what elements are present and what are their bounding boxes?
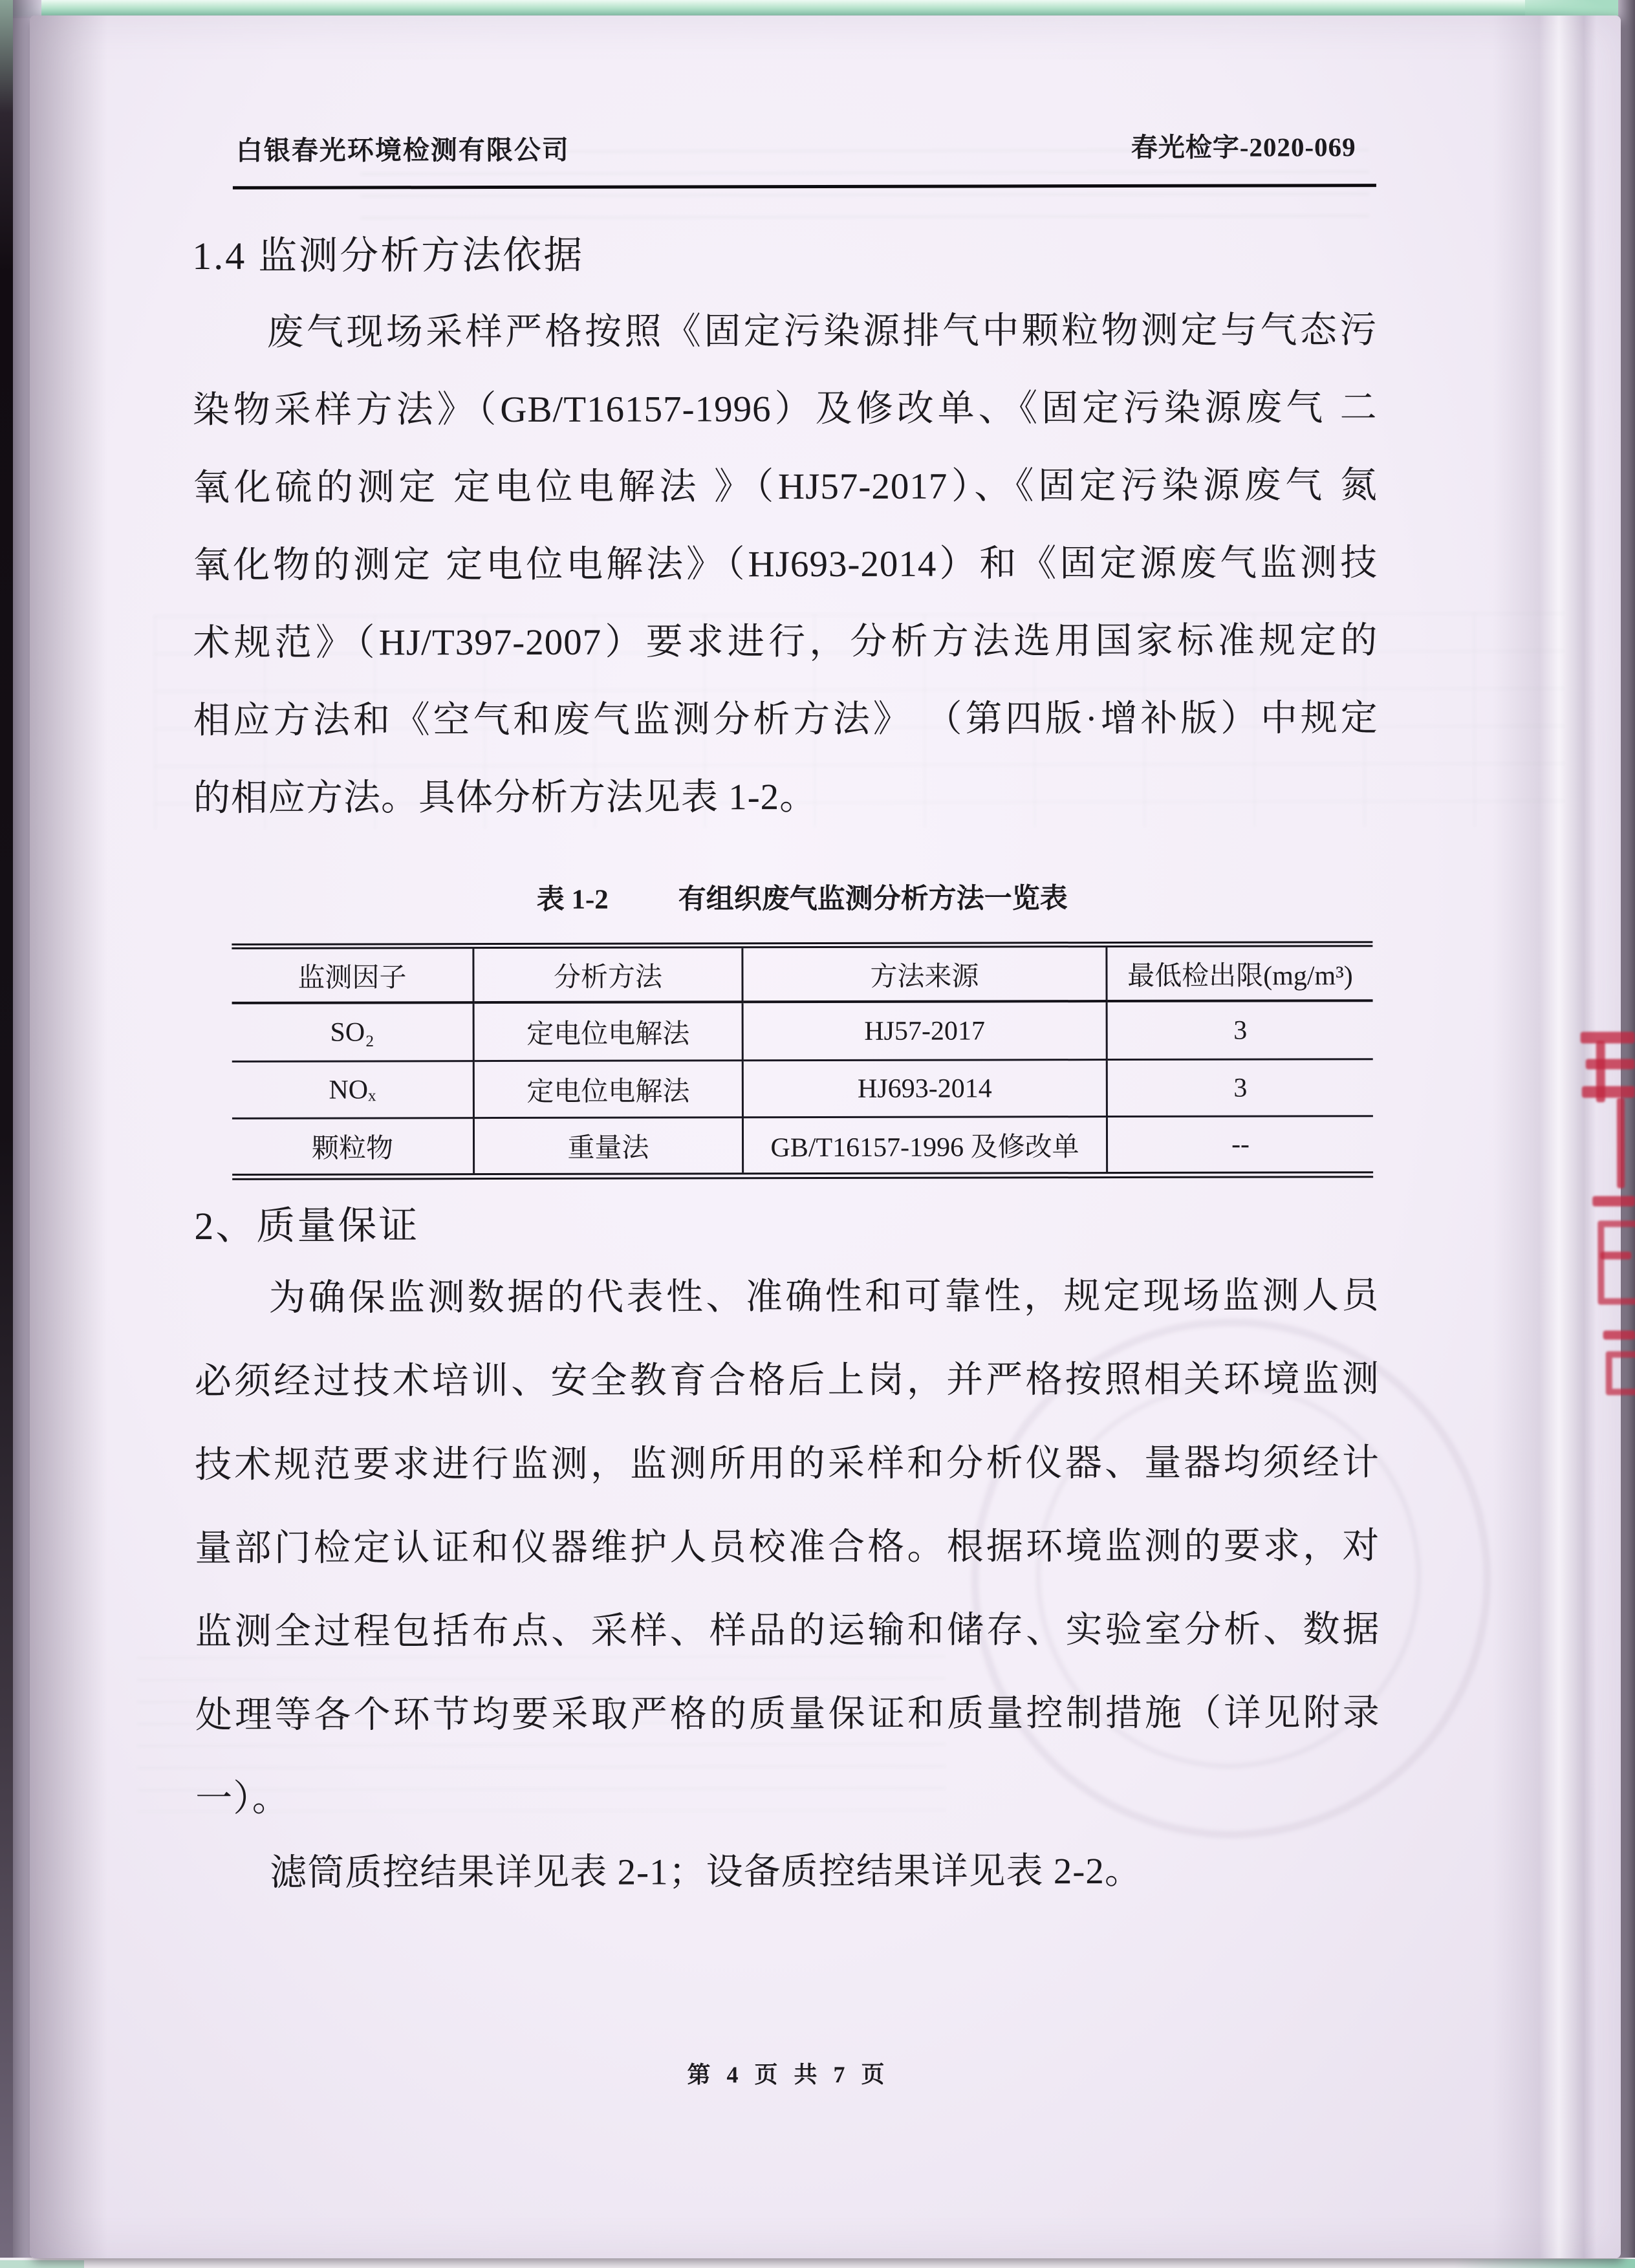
table-cell: 重量法 <box>475 1118 744 1173</box>
paragraph-line: 监测全过程包括布点、采样、样品的运输和储存、实验室分析、数据 <box>195 1609 1380 1653</box>
table-cell: 定电位电解法 <box>475 1003 744 1062</box>
paragraph-line: 技术规范要求进行监测，监测所用的采样和分析仪器、量器均须经计 <box>195 1442 1380 1486</box>
table-caption-label: 表 1-2 <box>536 884 609 915</box>
paragraph-line: 氧化物的测定 定电位电解法》（HJ693-2014）和《固定源废气监测技 <box>193 543 1378 587</box>
section-1-4-title: 1.4 监测分析方法依据 <box>192 233 585 278</box>
table-cell: 颗粒物 <box>232 1119 475 1174</box>
paragraph-line: 术规范》（HJ/T397-2007）要求进行，分析方法选用国家标准规定的 <box>193 620 1378 664</box>
paragraph-line: 废气现场采样严格按照《固定污染源排气中颗粒物测定与气态污 <box>266 310 1378 353</box>
red-stamp-fragment <box>1592 1196 1635 1206</box>
table-cell: HJ57-2017 <box>744 1002 1108 1061</box>
red-stamp-fragment <box>1586 1059 1635 1069</box>
red-stamp-fragment <box>1600 1251 1631 1259</box>
column-header: 分析方法 <box>474 948 743 1004</box>
table-cell: SO₂ <box>232 1004 475 1063</box>
section-2-paragraph <box>194 1254 1380 1841</box>
paragraph-line: 染物采样方法》（GB/T16157-1996）及修改单、《固定污染源废气 二 <box>192 387 1378 431</box>
column-header: 方法来源 <box>743 947 1107 1003</box>
paragraph-line: 处理等各个环节均要采取严格的质量保证和质量控制措施（详见附录 <box>195 1692 1380 1736</box>
paragraph-line: 为确保监测数据的代表性、准确性和可靠性，规定现场监测人员 <box>268 1275 1380 1319</box>
header-rule <box>233 184 1376 189</box>
page-number-footer: 第 4 页 共 7 页 <box>687 2061 890 2088</box>
paragraph-line: 必须经过技术培训、安全教育合格后上岗，并严格按照相关环境监测 <box>194 1359 1380 1403</box>
paragraph-line: 相应方法和《空气和废气监测分析方法》 （第四版·增补版）中规定 <box>193 698 1378 742</box>
paragraph-line: 氧化硫的测定 定电位电解法 》（HJ57-2017）、《固定污染源废气 氮 <box>192 465 1378 509</box>
red-stamp-fragment <box>1596 1041 1605 1102</box>
section-2-title: 2、质量保证 <box>194 1204 420 1248</box>
table-cell: HJ693-2014 <box>744 1061 1108 1118</box>
header-doc-number: 春光检字-2020-069 <box>1131 132 1356 162</box>
table-cell: 3 <box>1108 1002 1373 1061</box>
table-cell: 定电位电解法 <box>475 1061 744 1119</box>
red-stamp-fragment <box>1597 1220 1635 1304</box>
red-stamp-fragment <box>1617 1097 1625 1188</box>
paragraph-line: 的相应方法。具体分析方法见表 1-2。 <box>193 777 817 819</box>
table-caption-title: 有组织废气监测分析方法一览表 <box>678 883 1068 915</box>
closing-line: 滤筒质控结果详见表 2-1；设备质控结果详见表 2-2。 <box>270 1850 1142 1894</box>
paragraph-line: 一）。 <box>195 1778 290 1820</box>
paragraph-line: 量部门检定认证和仪器维护人员校准合格。根据环境监测的要求，对 <box>195 1526 1380 1570</box>
red-stamp-fragment <box>1582 1086 1635 1097</box>
red-stamp-fragment <box>1606 1351 1635 1395</box>
table-1-2 <box>232 941 1373 1180</box>
section-1-4-paragraph <box>192 292 1378 837</box>
table-cell: 3 <box>1108 1060 1373 1118</box>
red-stamp-fragment <box>1581 1031 1635 1043</box>
table-1-2-caption <box>232 876 1372 918</box>
column-header: 监测因子 <box>232 949 474 1004</box>
table-cell: -- <box>1231 1129 1250 1160</box>
header-company-name: 白银春光环境检测有限公司 <box>235 135 570 166</box>
table-cell: GB/T16157-1996 及修改单 <box>744 1118 1108 1172</box>
table-cell: NOₓ <box>232 1062 475 1119</box>
column-header: 最低检出限(mg/m³) <box>1107 947 1372 1002</box>
red-stamp-fragment <box>1603 1330 1635 1339</box>
